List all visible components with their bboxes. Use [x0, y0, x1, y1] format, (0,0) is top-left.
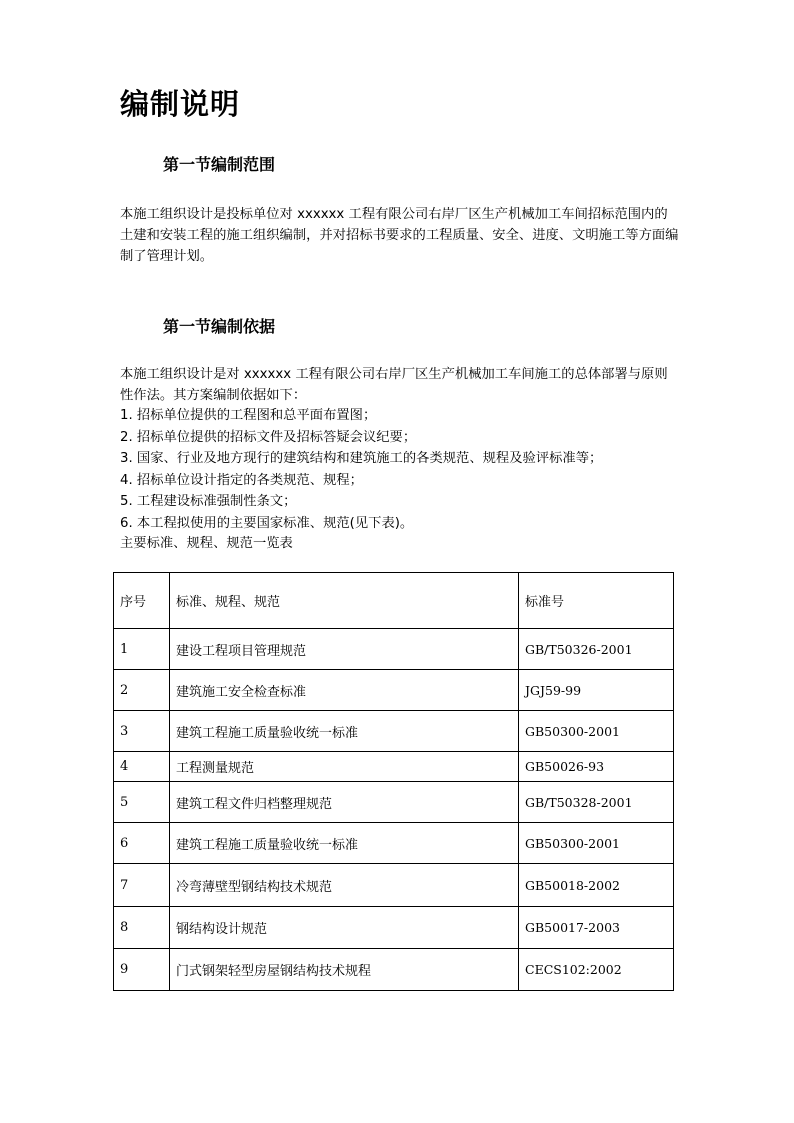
table-row: [114, 949, 674, 991]
cell-code: GB/T50326-2001: [519, 629, 674, 670]
basis-list-item: 5. 工程建设标准强制性条文；: [120, 494, 297, 509]
table-row: [114, 864, 674, 907]
cell-index: 9: [114, 949, 170, 991]
basis-list-item: 1. 招标单位提供的工程图和总平面布置图；: [120, 408, 377, 423]
cell-code: CECS102:2002: [519, 949, 674, 991]
cell-name: 门式钢架轻型房屋钢结构技术规程: [170, 949, 519, 991]
document-title: 编制说明: [120, 87, 241, 121]
cell-code: GB50026-93: [519, 752, 674, 782]
cell-index: 1: [114, 629, 170, 670]
cell-code: JGJ59-99: [519, 670, 674, 711]
basis-list-item: 2. 招标单位提供的招标文件及招标答疑会议纪要；: [120, 429, 417, 445]
header-cell-code: 标准号: [519, 573, 674, 629]
cell-name: 建筑施工安全检查标准: [170, 670, 519, 711]
header-cell-index: 序号: [114, 573, 170, 629]
cell-name: 建筑工程施工质量验收统一标准: [170, 823, 519, 864]
cell-name: 建筑工程文件归档整理规范: [170, 782, 519, 823]
section-heading-basis: 第一节编制依据: [163, 317, 276, 336]
table-row: [114, 629, 674, 670]
cell-index: 7: [114, 864, 170, 907]
cell-index: 3: [114, 711, 170, 752]
cell-code: GB/T50328-2001: [519, 782, 674, 823]
cell-name: 建设工程项目管理规范: [170, 629, 519, 670]
cell-index: 2: [114, 670, 170, 711]
cell-name: 钢结构设计规范: [170, 907, 519, 949]
cell-code: GB50300-2001: [519, 711, 674, 752]
cell-code: GB50018-2002: [519, 864, 674, 907]
table-row: [114, 823, 674, 864]
table-header-row: [114, 573, 674, 629]
cell-code: GB50017-2003: [519, 907, 674, 949]
cell-name: 冷弯薄壁型钢结构技术规范: [170, 864, 519, 907]
table-row: [114, 907, 674, 949]
header-cell-name: 标准、规程、规范: [170, 573, 519, 629]
basis-list-item: 3. 国家、行业及地方现行的建筑结构和建筑施工的各类规范、规程及验评标准等；: [120, 451, 603, 466]
cell-index: 5: [114, 782, 170, 823]
table-row: [114, 752, 674, 782]
table-row: [114, 782, 674, 823]
basis-list: [120, 405, 602, 534]
cell-code: GB50300-2001: [519, 823, 674, 864]
table-row: [114, 670, 674, 711]
section-heading-scope: 第一节编制范围: [163, 155, 276, 174]
cell-index: 6: [114, 823, 170, 864]
basis-list-item: 6. 本工程拟使用的主要国家标准、规范(见下表)。: [120, 515, 414, 531]
basis-paragraph: 本施工组织设计是对 xxxxxx 工程有限公司右岸厂区生产机械加工车间施工的总体部署与原则性作法。其方案编制依据如下：: [120, 367, 668, 403]
cell-name: 工程测量规范: [170, 752, 519, 782]
cell-index: 8: [114, 907, 170, 949]
basis-list-item: 4. 招标单位设计指定的各类规范、规程；: [120, 472, 363, 488]
standards-table: [113, 572, 674, 991]
table-row: [114, 711, 674, 752]
table-caption: 主要标准、规程、规范一览表: [120, 536, 293, 551]
cell-name: 建筑工程施工质量验收统一标准: [170, 711, 519, 752]
cell-index: 4: [114, 752, 170, 782]
scope-paragraph: 本施工组织设计是投标单位对 xxxxxx 工程有限公司右岸厂区生产机械加工车间招标范围内的土建和安装工程的施工组织编制，并对招标书要求的工程质量、安全、进度、文明施工等方面编制了管理计划。: [120, 207, 679, 264]
